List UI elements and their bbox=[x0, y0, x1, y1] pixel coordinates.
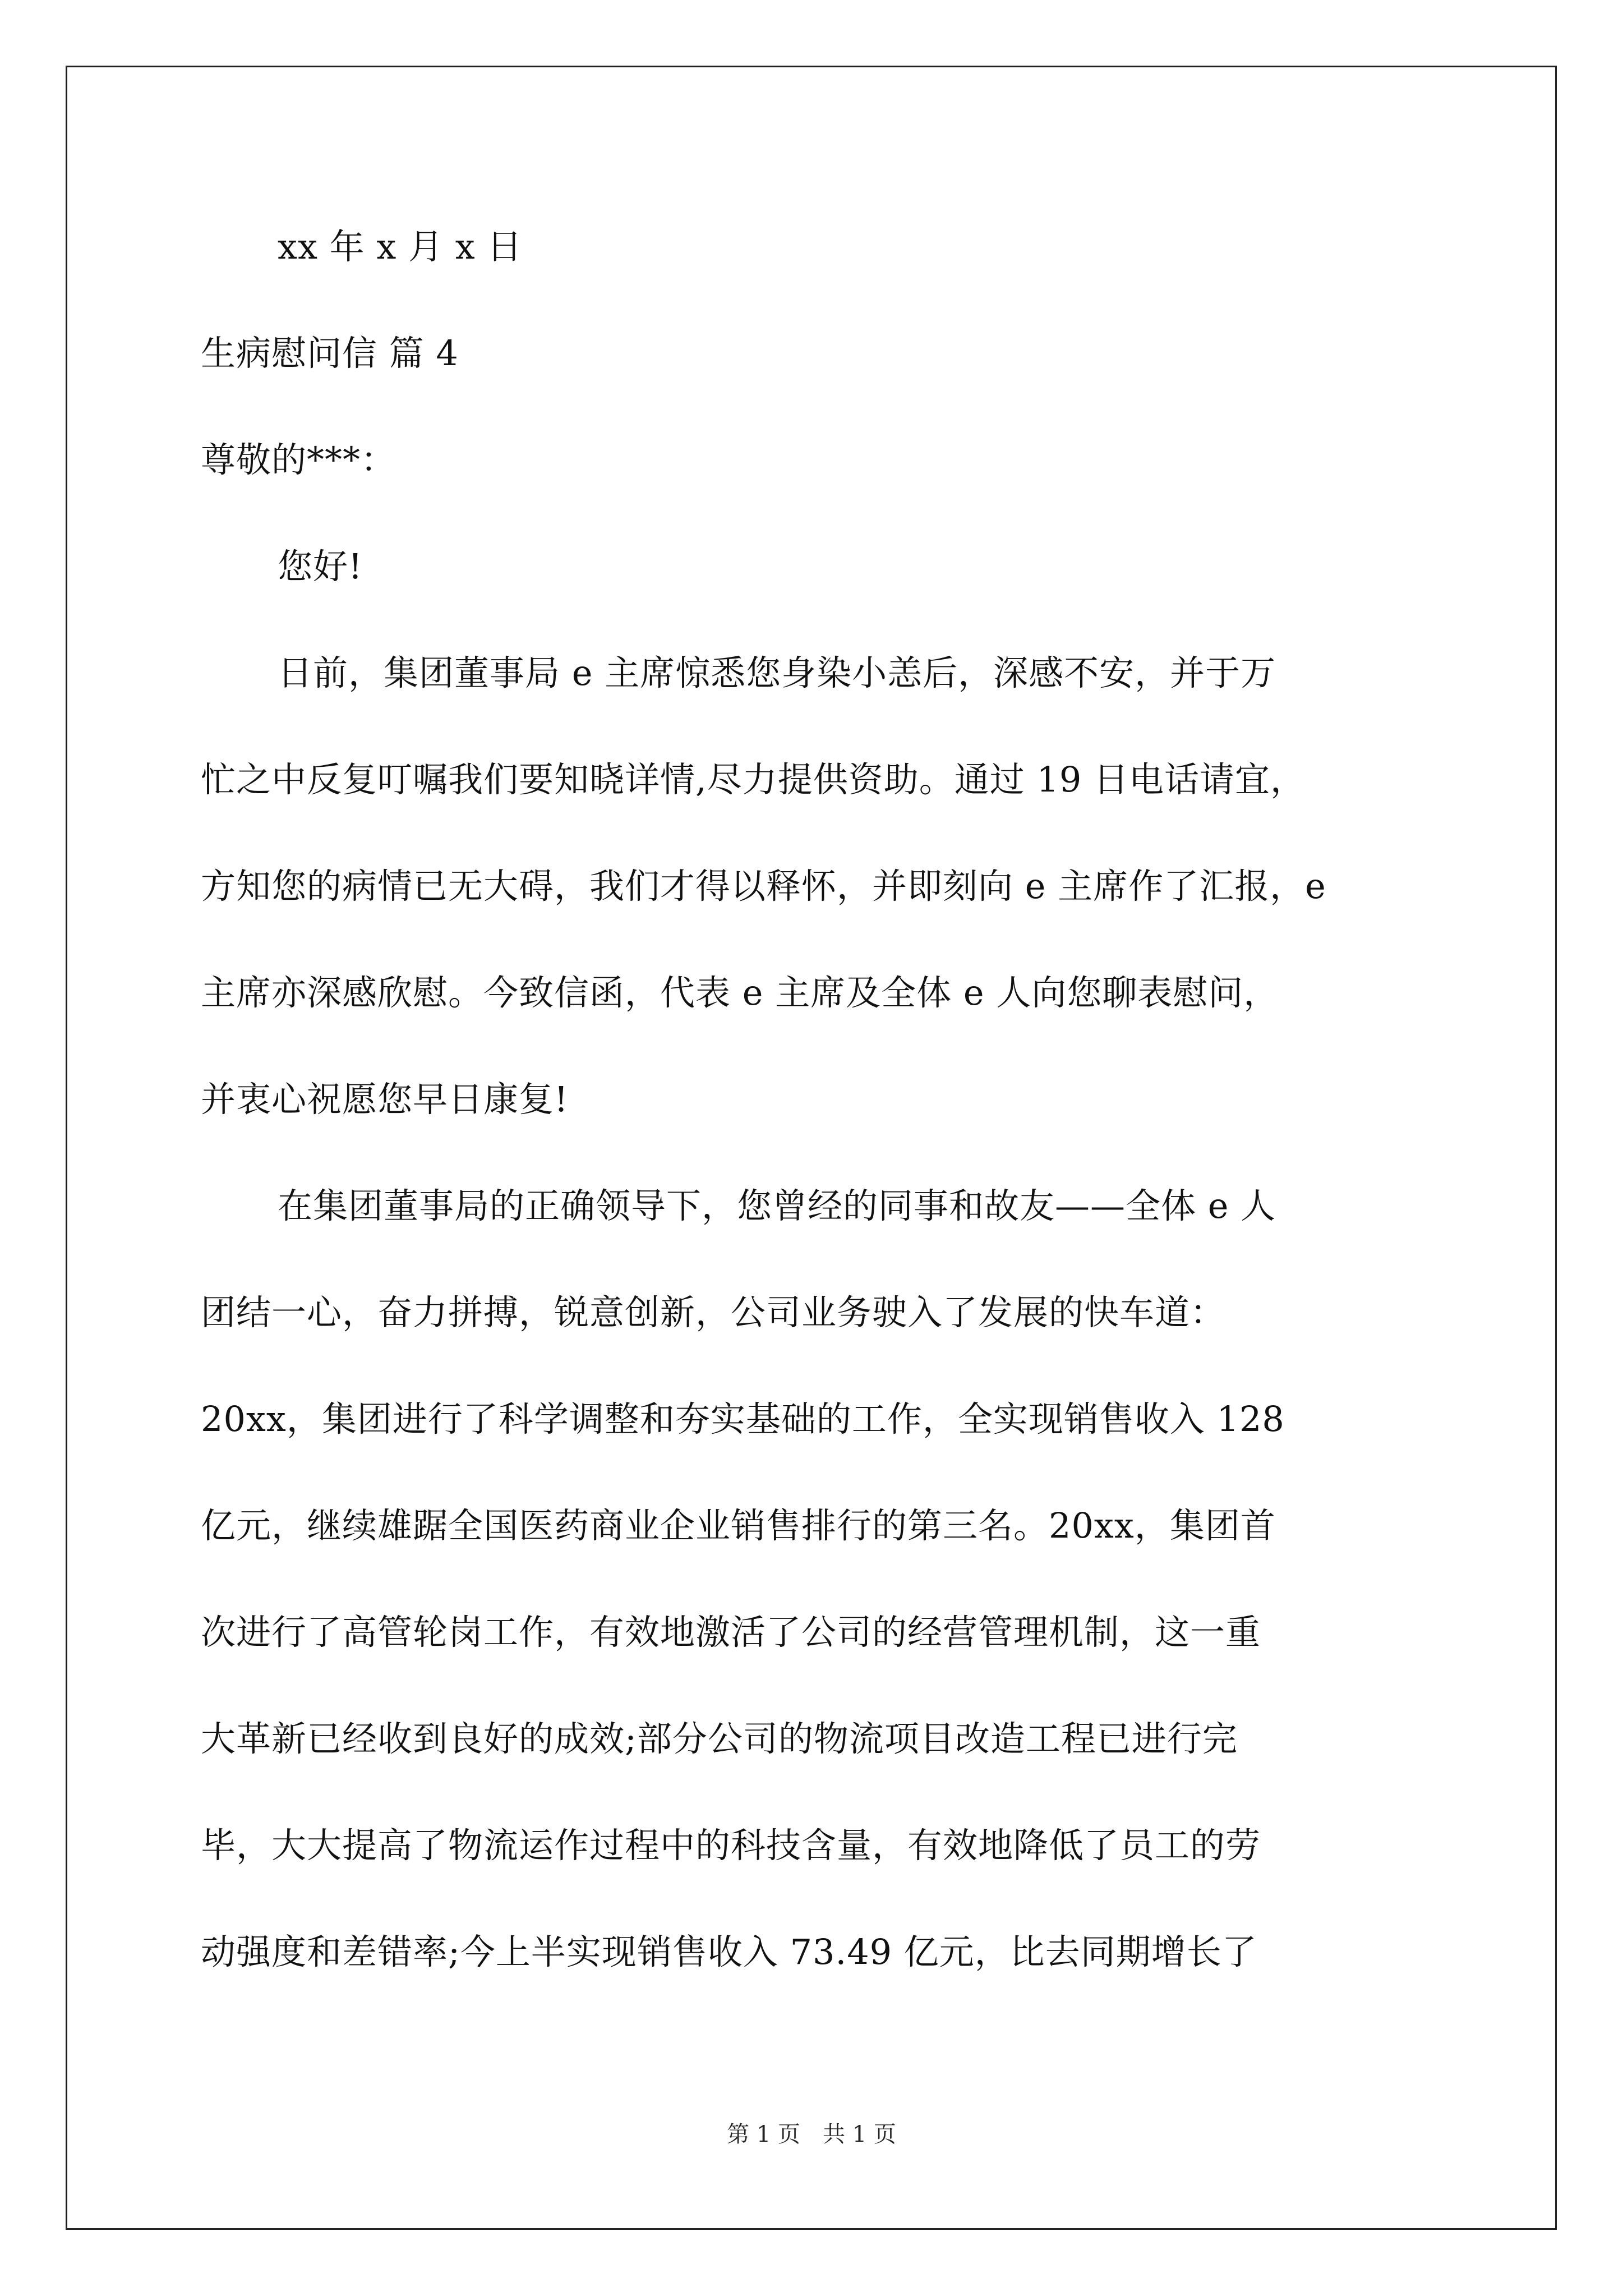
date-line: xx 年 x 月 x 日 bbox=[278, 226, 523, 267]
section-title: 生病慰问信 篇 4 bbox=[201, 333, 459, 374]
paragraph2-line-3: 20xx，集团进行了科学调整和夯实基础的工作，全实现销售收入 128 bbox=[201, 1398, 1285, 1439]
paragraph1-line-4: 主席亦深感欣慰。今致信函，代表 e 主席及全体 e 人向您聊表慰问， bbox=[201, 972, 1279, 1013]
paragraph1-line-3: 方知您的病情已无大碍，我们才得以释怀，并即刻向 e 主席作了汇报，e bbox=[201, 866, 1326, 907]
page-footer: 第 1 页 共 1 页 bbox=[727, 2122, 896, 2147]
greeting: 您好! bbox=[278, 546, 363, 587]
paragraph2-line-8: 动强度和差错率;今上半实现销售收入 73.49 亿元，比去同期增长了 bbox=[201, 1931, 1257, 1972]
page-frame bbox=[66, 66, 1557, 2230]
paragraph1-line-1: 日前，集团董事局 e 主席惊悉您身染小恙后，深感不安，并于万 bbox=[278, 652, 1276, 693]
paragraph2-line-5: 次进行了高管轮岗工作，有效地激活了公司的经营管理机制，这一重 bbox=[201, 1612, 1261, 1653]
paragraph2-line-2: 团结一心，奋力拼搏，锐意创新，公司业务驶入了发展的快车道： bbox=[201, 1292, 1226, 1333]
paragraph2-line-4: 亿元，继续雄踞全国医药商业企业销售排行的第三名。20xx，集团首 bbox=[201, 1505, 1276, 1546]
paragraph2-line-6: 大革新已经收到良好的成效;部分公司的物流项目改造工程已进行完 bbox=[201, 1718, 1238, 1759]
paragraph2-line-7: 毕，大大提高了物流运作过程中的科技含量，有效地降低了员工的劳 bbox=[201, 1825, 1261, 1866]
paragraph2-line-1: 在集团董事局的正确领导下，您曾经的同事和故友——全体 e 人 bbox=[278, 1185, 1276, 1226]
paragraph1-line-5: 并衷心祝愿您早日康复! bbox=[201, 1079, 569, 1120]
paragraph1-line-2: 忙之中反复叮嘱我们要知晓详情,尽力提供资助。通过 19 日电话请宜， bbox=[201, 759, 1306, 800]
salutation: 尊敬的***： bbox=[201, 439, 396, 480]
